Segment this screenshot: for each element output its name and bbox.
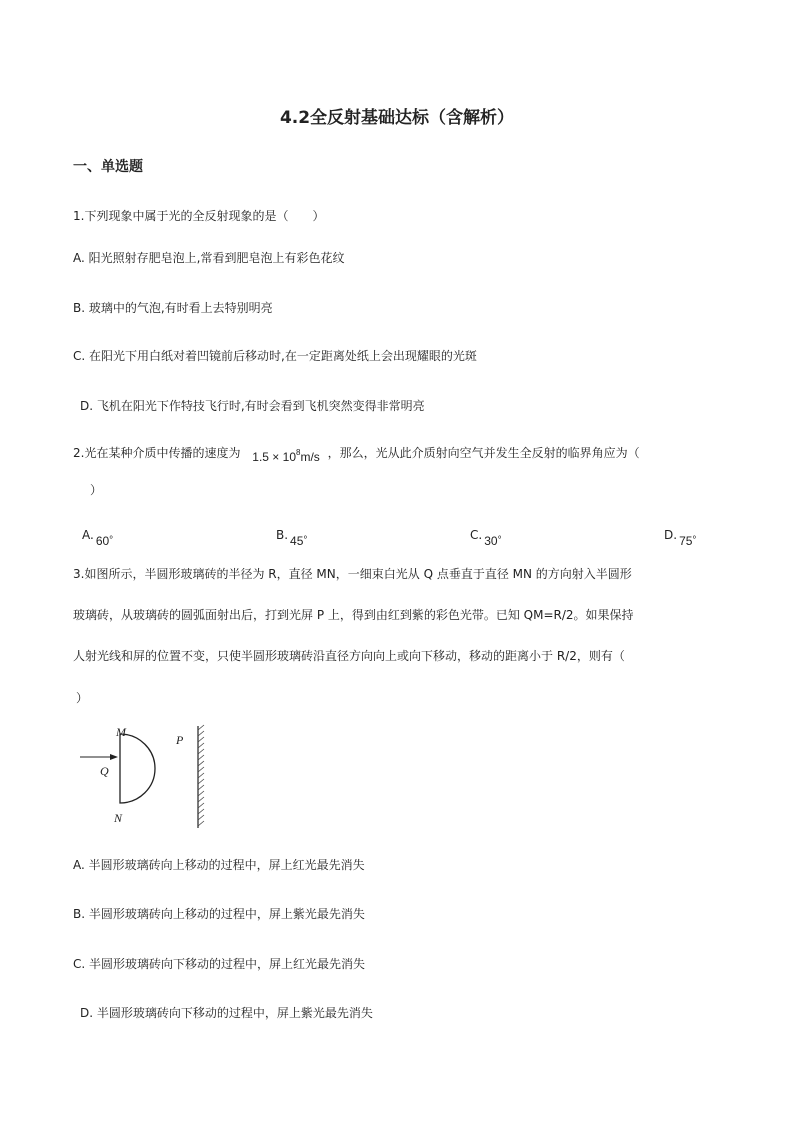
- q3-stem-line-2: 玻璃砖，从玻璃砖的圆弧面射出后，打到光屏 P 上，得到由红到紫的彩色光带。已知 QM=R/2。如果保持: [73, 608, 634, 622]
- degree-symbol: °: [303, 535, 308, 546]
- q3-option-d: D. 半圆形玻璃砖向下移动的过程中，屏上紫光最先消失: [80, 1006, 373, 1020]
- q3-figure: [76, 722, 216, 834]
- q3-stem-line-1: 3.如图所示，半圆形玻璃砖的半径为 R，直径 MN，一细束白光从 Q 点垂直于直径 MN 的方向射入半圆形: [73, 567, 632, 581]
- q1-option-a: A. 阳光照射存肥皂泡上,常看到肥皂泡上有彩色花纹: [73, 251, 345, 265]
- q3-option-a: A. 半圆形玻璃砖向上移动的过程中，屏上红光最先消失: [73, 858, 365, 872]
- q2-speed-unit: m/s: [300, 450, 320, 464]
- q2-stem: [73, 442, 640, 464]
- q1-option-c: C. 在阳光下用白纸对着凹镜前后移动时,在一定距离处纸上会出现耀眼的光斑: [73, 349, 477, 363]
- q2-option-b-value: 45: [290, 534, 304, 548]
- q2-option-c: [470, 524, 502, 548]
- label-p: P: [176, 733, 184, 747]
- q2-stem-after: ，那么，光从此介质射向空气并发生全反射的临界角应为（: [327, 446, 640, 460]
- q2-option-b: [276, 524, 308, 548]
- label-q: Q: [100, 764, 109, 778]
- q3-stem-line-3: 人射光线和屏的位置不变，只使半圆形玻璃砖沿直径方向向上或向下移动，移动的距离小于 R/2，则有（: [73, 649, 625, 663]
- q2-speed-base: 1.5 × 10: [252, 450, 296, 464]
- q2-option-d-label: D.: [664, 528, 678, 542]
- q3-stem-line-4: ）: [76, 691, 89, 705]
- q1-stem: 1.下列现象中属于光的全反射现象的是（ ）: [73, 209, 325, 223]
- q2-option-c-value: 30: [484, 534, 498, 548]
- label-m: M: [116, 725, 126, 739]
- label-n: N: [114, 811, 123, 825]
- q3-option-c: C. 半圆形玻璃砖向下移动的过程中，屏上红光最先消失: [73, 957, 366, 971]
- q1-option-d: D. 飞机在阳光下作特技飞行时,有时会看到飞机突然变得非常明亮: [80, 399, 425, 413]
- arrow-head-icon: [110, 754, 118, 760]
- q2-option-a-label: A.: [82, 528, 94, 542]
- q2-stem-end: ）: [90, 483, 103, 497]
- section-heading: 一、单选题: [73, 159, 143, 175]
- q3-option-b: B. 半圆形玻璃砖向上移动的过程中，屏上紫光最先消失: [73, 907, 365, 921]
- q2-option-d: [664, 524, 697, 548]
- q2-stem-before: 2.光在某种介质中传播的速度为: [73, 446, 241, 460]
- q2-speed-exponent: 8: [296, 448, 301, 457]
- q2-option-c-label: C.: [470, 528, 483, 542]
- document-title: 4.2全反射基础达标（含解析）: [279, 108, 515, 128]
- degree-symbol: °: [497, 535, 502, 546]
- q2-option-b-label: B.: [276, 528, 289, 542]
- q2-option-a-value: 60: [95, 534, 110, 548]
- degree-symbol: °: [692, 535, 697, 546]
- q2-option-a: [82, 524, 114, 548]
- screen-hatching: [198, 725, 204, 826]
- q1-option-b: B. 玻璃中的气泡,有时看上去特别明亮: [73, 301, 273, 315]
- q2-option-d-value: 75: [679, 534, 693, 548]
- degree-symbol: °: [109, 535, 114, 546]
- semicircle-glass-brick: [120, 734, 155, 803]
- q2-speed-formula: [252, 450, 320, 464]
